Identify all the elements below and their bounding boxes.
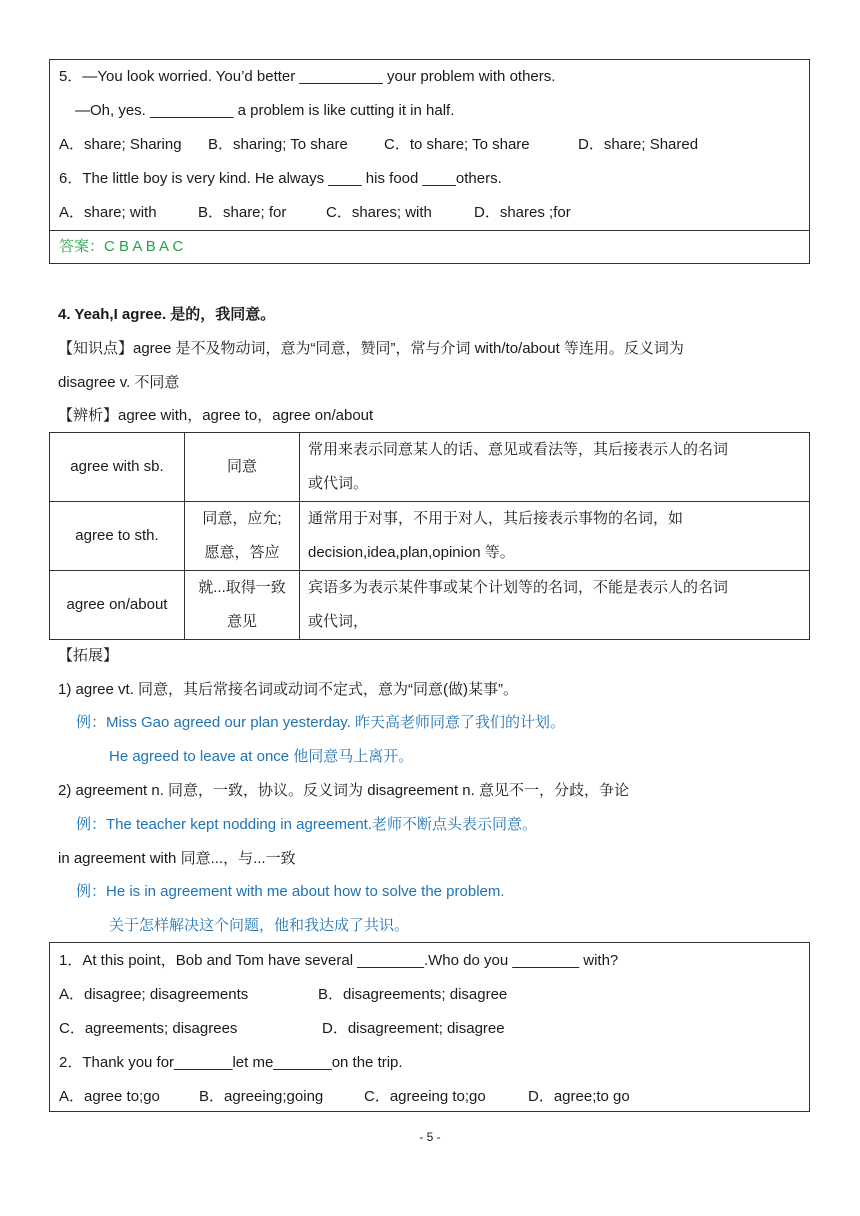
usage-cell	[300, 502, 810, 571]
example-1a: 例：Miss Gao agreed our plan yesterday. 昨天高老师同意了我们的计划。	[76, 714, 566, 731]
expand-item-1: 1) agree vt. 同意，其后常接名词或动词不定式，意为“同意(做)某事”。	[58, 681, 519, 698]
question-5-option-b: B．sharing; To share	[208, 136, 348, 153]
question-1-line: 1．At this point，Bob and Tom have several ________.Who do you ________ with?	[59, 952, 619, 969]
meaning-text: 意见	[226, 613, 257, 630]
quiz-box-1	[49, 59, 810, 264]
example-3b: 关于怎样解决这个问题，他和我达成了共识。	[109, 917, 410, 934]
phrase-cell: agree with sb.	[50, 433, 185, 502]
page-number: - 5 -	[419, 1130, 441, 1144]
meaning-cell	[185, 433, 300, 502]
example-2: 例：The teacher kept nodding in agreement.老师不断点头表示同意。	[76, 816, 538, 833]
question-6-line: 6．The little boy is very kind. He always ____ his food ____others.	[59, 170, 502, 187]
answer-divider	[50, 230, 809, 231]
comparison-table	[49, 432, 810, 640]
expand-title: 【拓展】	[58, 647, 119, 664]
question-2-option-d: D．agree;to go	[528, 1088, 630, 1105]
question-5-line-1: 5．—You look worried. You’d better __________ your problem with others.	[59, 68, 556, 85]
question-1-option-b: B．disagreements; disagree	[318, 986, 508, 1003]
meaning-text: 愿意，答应	[204, 544, 280, 561]
knowledge-point-line-2: disagree v. 不同意	[58, 374, 180, 391]
usage-text: 宾语多为表示某件事或某个计划等的名词，不能是表示人的名词	[308, 579, 729, 596]
question-2-option-c: C．agreeing to;go	[364, 1088, 486, 1105]
phrase-cell: agree on/about	[50, 571, 185, 640]
usage-cell	[300, 571, 810, 640]
quiz-box-2	[49, 942, 810, 1112]
usage-text: 或代词，	[308, 613, 369, 630]
question-2-option-b: B．agreeing;going	[199, 1088, 324, 1105]
meaning-text: 同意，应允;	[202, 510, 282, 527]
question-6-option-a: A．share; with	[59, 204, 157, 221]
question-1-option-c: C．agreements; disagrees	[59, 1020, 238, 1037]
example-1b: He agreed to leave at once 他同意马上离开。	[109, 748, 414, 765]
question-6-option-b: B．share; for	[198, 204, 287, 221]
section-heading: 4. Yeah,I agree. 是的，我同意。	[58, 306, 276, 323]
expand-item-2: 2) agreement n. 同意，一致，协议。反义词为 disagreement n. 意见不一，分歧，争论	[58, 782, 629, 799]
meaning-text: 同意	[226, 458, 257, 475]
example-3a: 例：He is in agreement with me about how to solve the problem.	[76, 883, 505, 900]
meaning-cell	[185, 502, 300, 571]
question-5-option-a: A．share; Sharing	[59, 136, 182, 153]
question-5-option-d: D．share; Shared	[578, 136, 699, 153]
question-1-option-d: D．disagreement; disagree	[322, 1020, 505, 1037]
table-row	[50, 571, 810, 640]
question-6-option-d: D．shares ;for	[474, 204, 571, 221]
question-6-option-c: C．shares; with	[326, 204, 432, 221]
question-1-option-a: A．disagree; disagreements	[59, 986, 249, 1003]
meaning-text: 就...取得一致	[198, 579, 286, 596]
knowledge-point-line-1: 【知识点】agree 是不及物动词，意为“同意，赞同”，常与介词 with/to/about 等连用。反义词为	[58, 340, 684, 357]
usage-cell	[300, 433, 810, 502]
phrase-in-agreement-with: in agreement with 同意...，与...一致	[58, 850, 296, 867]
analysis-label: 【辨析】agree with，agree to，agree on/about	[58, 407, 374, 424]
table-row	[50, 502, 810, 571]
phrase-cell: agree to sth.	[50, 502, 185, 571]
question-2-option-a: A．agree to;go	[59, 1088, 160, 1105]
question-5-line-2: —Oh, yes. __________ a problem is like cutting it in half.	[75, 102, 455, 119]
answer-text: 答案：C B A B A C	[59, 238, 184, 255]
usage-text: 或代词。	[308, 475, 369, 492]
usage-text: 常用来表示同意某人的话、意见或看法等，其后接表示人的名词	[308, 441, 729, 458]
table-row	[50, 433, 810, 502]
question-2-line: 2．Thank you for_______let me_______on the trip.	[59, 1054, 403, 1071]
usage-text: 通常用于对事，不用于对人，其后接表示事物的名词，如	[308, 510, 684, 527]
usage-text: decision,idea,plan,opinion 等。	[308, 544, 515, 561]
question-5-option-c: C．to share; To share	[384, 136, 530, 153]
meaning-cell	[185, 571, 300, 640]
